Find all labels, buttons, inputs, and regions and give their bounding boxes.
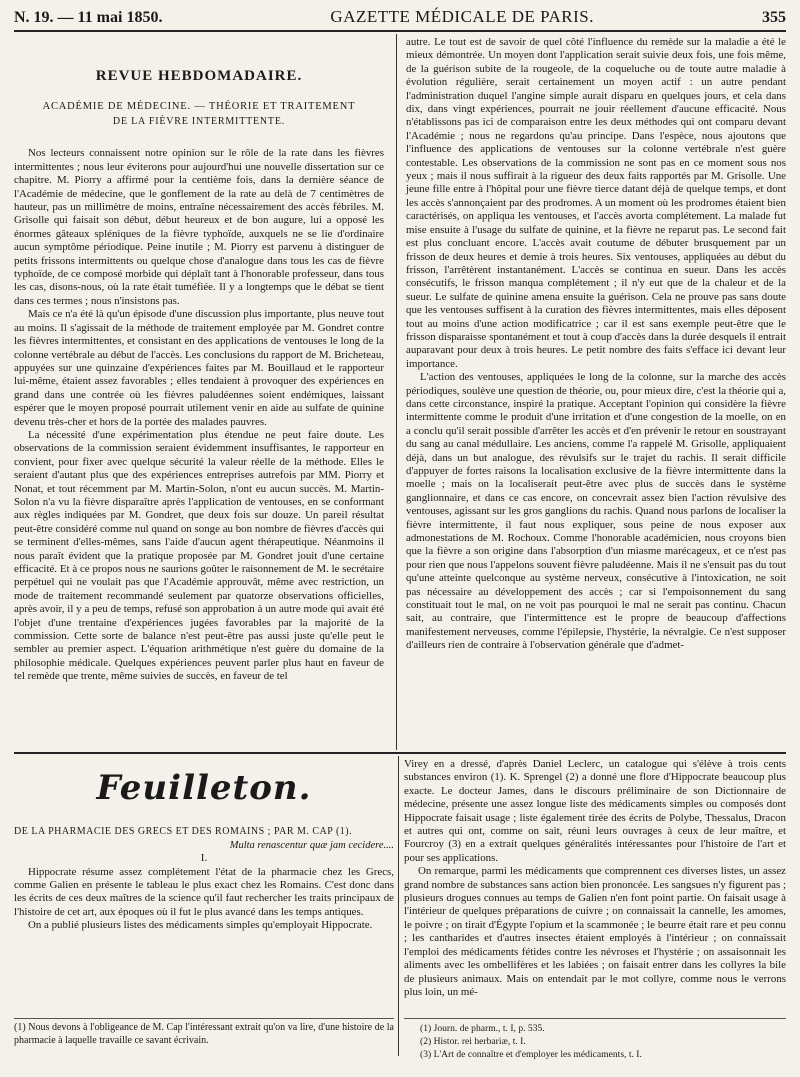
feuilleton-paragraph-1: Hippocrate résume assez complétement l'état de la pharmacie chez les Grecs, comme Galien en présente le tableau le plus exact chez les Romains. C'est donc dans les écrits de ces deux maîtres de la science qu'il faut rechercher les traits principaux de l'histoire de cet art, aux époques où il fut le plus avancé dans les temps antiques.: [14, 865, 394, 918]
right-paragraph-2: L'action des ventouses, appliquées le long de la colonne, sur la marche des accès périodiques, soulève une question de théorie, ou, pour mieux dire, c'est la théorie qui a, dans cette circonstance, inspiré la pratique. Acceptant l'opinion qui considère la fièvre intermittente comme le produit d'une irritation et d'une congestion de la moelle, on en a conclu qu'il serait possible d'arrêter les accès et d'en prévenir le retour en soustrayant du sang au canal médullaire. Les anciens, comme l'a rappelé M. Grisolle, appliquaient déjà, dans un but analogue, des révulsifs sur le trajet du rachis. Il serait difficile d'appuyer de fortes raisons la localisation exclusive de la fièvre intermittente dans la moelle ; mais on la localiserait peut-être avec plus de succès dans le système ganglionnaire, et dans ce cas encore, on concevrait assez bien l'action révulsive des ventouses, agissant sur les gros ganglions du rachis. Quand nous parlons de localiser la fièvre intermittente, il faut nous expliquer, sous peine de nous exposer aux admonestations de M. Rochoux. Comme l'honorable académicien, nous croyons bien que la fièvre a son origine dans l'absorption d'un miasme marécageux, et ce n'est pas pour rien que nous l'appelons souvent fièvre paludéenne. Mais il ne s'ensuit pas du tout qu'une atteinte quelconque au système nerveux, consécutive à l'intoxication, ne soit pas nécessaire au développement des accès ; car si l'empoisonnement du sang constituait tout le mal, on ne voit pas pourquoi le mal ne serait pas continu. Chacun sait, au contraire, que l'intermittence est le propre de beaucoup d'affections manifestement nerveuses, comme l'épilepsie, l'hystérie, la névralgie. Ce n'est supposer d'ailleurs rien de contraire à l'observation générale que d'admet-: [406, 371, 786, 652]
left-paragraph-3: La nécessité d'une expérimentation plus étendue ne peut faire doute. Les observations de la commission seraient évidemment insuffisantes, le rapporteur en convient, pour fixer avec quelque sécurité la valeur réelle de la méthode. Elles le seraient d'autant plus que des expériences entreprises autrefois par MM. Piorry et Nonat, et tout récemment par M. Martin-Solon, n'ont eu aucun succès. M. Martin-Solon n'a vu la fièvre disparaître après l'application de ventouses, en se conformant aux règles indiquées par M. Gondret, que deux fois sur douze. Un pareil résultat peut-être considéré comme nul quand on songe au bon nombre de fièvres d'accès qui se terminent d'elles-mêmes, sans l'aide d'aucun agent thérapeutique. Néanmoins il nous paraît évident que la pratique proposée par M. Gondret jouit d'une certaine efficacité. Et à ce propos nous ne saurions goûter le raisonnement de M. le secrétaire perpétuel qui ne voulait pas que l'Académie approuvât, même avec restriction, un mode de traitement recommandé seulement par quatorze observations officielles, après avoir, il y a peu de temps, refusé son approbation à un autre mode qui avait été l'objet d'une trentaine d'expériences jugées favorables par la majorité de la commission. Cette sorte de balance n'est peut-être pas aussi juste qu'elle peut le sembler au premier aspect. L'équation arithmétique n'est guère du domaine de la philosophie médicale. Quelques expériences peuvent parler plus haut en faveur de tel remède que trente, même suivies de succès, en faveur de tel: [14, 428, 384, 683]
footnote-3: (3) L'Art de connaître et d'employer les médicaments, t. I.: [420, 1049, 642, 1060]
revue-title: REVUE HEBDOMADAIRE.: [95, 68, 303, 84]
masthead: [14, 6, 786, 32]
footnote-1: (1) Journ. de pharm., t. I, p. 535.: [420, 1023, 545, 1034]
feuilleton-heading: DE LA PHARMACIE DES GRECS ET DES ROMAINS ; PAR M. CAP (1).: [14, 826, 353, 838]
right-paragraph-1: autre. Le tout est de savoir de quel côté l'influence du remède sur la maladie a été le mieux démontrée. Un moyen dont l'application serait suivie deux fois, une fois même, de la guérison subite de la rougeole, de la coqueluche ou de toute autre maladie à évolution régulière, serait certainement un moyen actif : un autre pendant l'administration duquel l'angine simple aurait disparu en quelques jours, et cela dans dix, dans vingt expériences, pourrait ne jouir réellement d'aucune efficacité. Nous n'établissons pas ici de comparaison entre les deux méthodes qui ont comparu devant l'Académie ; nous ne regardons qu'au principe. Dans l'espèce, nous ajoutons que l'influence des applications de ventouses sur la colonne vertébrale n'est guère contestable. Les observations de la commission ne sont pas en ce moment sous nos yeux ; mais il nous suffirait à la rigueur des deux faits rapportés par M. Grisolle. Une jeune fille entre à l'hôpital pour une fièvre tierce datant déjà de quelque temps, et dont les accès s'annonçaient par des prodromes. A un moment où les prodromes étaient bien caractérisés, on appliqua les ventouses, et l'accès avorta complétement. La malade fut mise ensuite à l'usage du sulfate de quinine, et la fièvre ne reparut pas. Le second fait est plus concluant encore. L'accès avait coutume de débuter brusquement par un frisson de deux heures et demie à trois heures. Six ventouses, appliquées au début du frisson, l'arrêtèrent instantanément. L'accès se continua en sueur. Dans les accès consécutifs, le frisson manqua complétement ; il n'y eut que de la chaleur et de la sueur. Le sulfate de quinine amena ensuite la guérison. Cela ne prouve pas sans doute que les ventouses suffisent à la curation des fièvres intermittentes, mais elles déposent tout au moins d'une action modificatrice ; car il est sans exemple peut-être que le frisson disparaisse spontanément et tout à coup d'accès dans la durée desquels il entrait auparavant pour deux à trois heures. Le petit nombre des faits s'efface ici devant leur importance.: [406, 36, 786, 370]
footnote-rule-left: [14, 1018, 394, 1019]
section-title: [14, 99, 384, 129]
chapter-number: I.: [200, 852, 208, 865]
issue-date: N. 19. — 11 mai 1850.: [14, 9, 163, 26]
left-paragraph-2: Mais ce n'a été là qu'un épisode d'une discussion plus importante, plus neuve tout au moins. Il s'agissait de la méthode de traitement employée par M. Gondret contre les fièvres intermittentes, et consistant en des applications de ventouses le long de la colonne vertébrale au début de l'accès. Les conclusions du rapport de M. Bricheteau, appuyées sur une quinzaine d'expériences faites par M. Bouillaud et le rapporteur lui-même, étaient assez favorables ; elles tendaient à provoquer des expériences en grand dans une contrée où les fièvres paludéennes soient endémiques, laissant espérer que le moyen proposé pourrait utilement venir en aide au sulfate de quinine devenu très-cher et hors de la portée des malades pauvres.: [14, 308, 384, 428]
feuilleton-column-divider: [398, 756, 399, 1056]
footnote-rule-right: [404, 1018, 786, 1019]
page-number: 355: [761, 9, 786, 26]
footnote-2: (2) Histor. rei herbariæ, t. I.: [420, 1036, 526, 1047]
feuilleton-title: Feuilleton.: [96, 768, 312, 808]
left-column: [14, 36, 394, 746]
right-column: [400, 36, 786, 746]
section-title-line-1: ACADÉMIE DE MÉDECINE. — THÉORIE ET TRAITEMENT: [42, 101, 356, 113]
newspaper-title: GAZETTE MÉDICALE DE PARIS.: [330, 7, 595, 26]
footnote-left: (1) Nous devons à l'obligeance de M. Cap l'intéressant extrait qu'on va lire, d'une histoire de la pharmacie à laquelle travaille ce savant écrivain.: [14, 1022, 394, 1046]
feuilleton-paragraph-3: Virey en a dressé, d'après Daniel Leclerc, un catalogue qui s'élève à trois cents substances environ (1). K. Sprengel (2) a donné une flore d'Hippocrate beaucoup plus exacte. Le docteur James, dans le discours préliminaire de son Dictionnaire de médecine, présente une assez longue liste des médicaments simples ou composés dont Hippocrate faisait usage ; liste également tirée des écrits de Polybe, Thessalus, Dracon et autres qui ont, comme on sait, réuni leurs ouvrages à ceux de leur maître, et Fourcroy (3) en a extrait quelques généralités intéressantes pour l'histoire de l'art et pour ses applications.: [404, 758, 786, 864]
section-title-line-2: DE LA FIÈVRE INTERMITTENTE.: [112, 116, 286, 128]
footnotes-right: [420, 1022, 786, 1061]
epigraph: Multa renascentur quæ jam cecidere....: [229, 839, 394, 851]
feuilleton-right-column: [404, 758, 786, 1016]
feuilleton-left-column: [14, 758, 394, 1018]
feuilleton-paragraph-4: On remarque, parmi les médicaments que comprennent ces diverses listes, un assez grand nombre de substances sans action bien prononcée. Les sangsues n'y figurent pas ; plusieurs drogues connues au temps de Galien n'en font point partie. On faisait usage à l'intérieur de quelques préparations de cuivre ; on connaissait la cannelle, les amomes, le poivre ; on tirait d'Égypte l'opium et la scammonée ; le beurre était rare et peu connu ; les cantharides et d'autres insectes étaient employés à l'intérieur ; on connaissait l'emploi des médicaments fétides contre les névroses et l'hystérie ; on assaisonnait les aliments avec les ombellifères et les labiées ; on faisait entrer dans les collyres la bile de plusieurs animaux. Mais on entendait par le mot collyre, comme nous le verrons plus loin, un mé-: [404, 865, 786, 998]
feuilleton-paragraph-2: On a publié plusieurs listes des médicaments simples qu'employait Hippocrate.: [28, 919, 373, 932]
column-divider: [396, 34, 397, 750]
left-paragraph-1: Nos lecteurs connaissent notre opinion sur le rôle de la rate dans les fièvres intermittentes ; nous leur éviterons pour aujourd'hui une nouvelle dissertation sur ce chapitre. M. Piorry a affirmé pour la centième fois, dans la dernière séance de l'Académie de médecine, que le gonflement de la rate au delà de 7 centimètres de hauteur, pas un millimètre de moins, entraîne nécessairement des accès fébriles. M. Grisolle qui faisait son début, début heureux et de bon augure, lui a opposé les énormes gâteaux spléniques de la fièvre typhoïde, auxquels ne se lie d'ordinaire aucun symptôme périodique. Peine inutile ; M. Piorry est parvenu à distinguer de petits frissons intermittents ou quelque chose d'analogue dans tous les cas de fièvre typhoïde, de ce composé morbide qui déplaît tant à l'honorable professeur, dans tous les cas, disons-nous, où la rate était tuméfiée. Il y a longtemps que le débat se tient dans ces termes ; nous n'insistons pas.: [14, 147, 384, 307]
feuilleton-separator: [14, 752, 786, 754]
